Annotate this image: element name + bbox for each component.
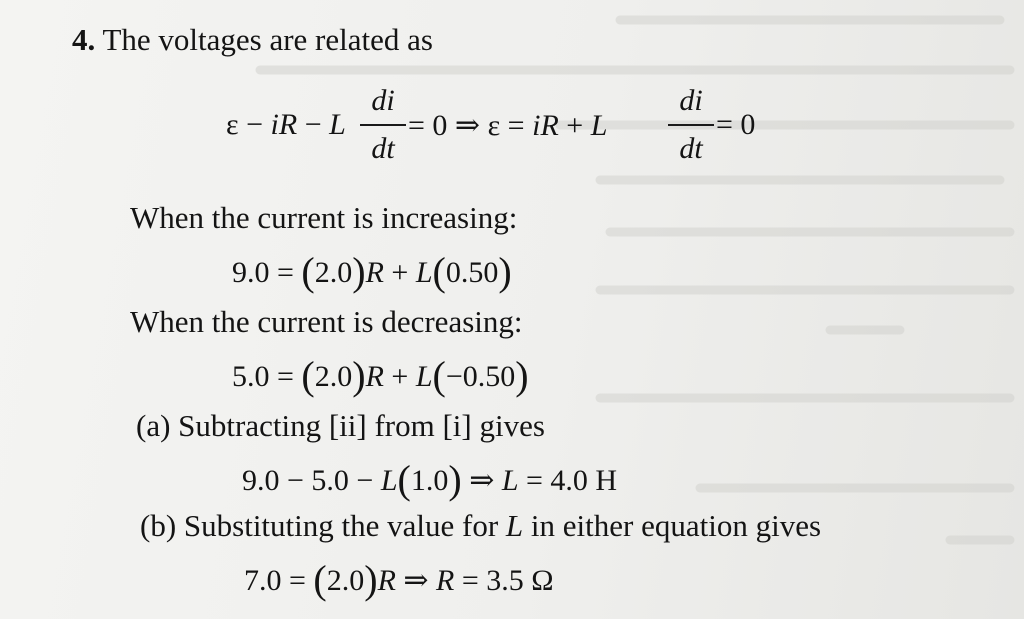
problem-number: 4.	[72, 22, 96, 57]
equation1-tail: = 0	[716, 108, 756, 141]
increasing-label: When the current is increasing:	[130, 200, 518, 235]
increasing-equation: 9.0 = (2.0)R + L(0.50)	[232, 249, 512, 294]
equation1-left: ε − iR − L	[226, 108, 346, 141]
fraction-denominator-dt: dt	[371, 132, 395, 165]
part-b-equation: 7.0 = (2.0)R ⇒ R = 3.5 Ω	[244, 557, 554, 602]
equation1-right: = 0 ⇒ ε = iR + L	[408, 109, 608, 142]
problem-heading	[72, 22, 433, 58]
fraction-denominator-dt-2: dt	[679, 132, 703, 165]
decreasing-equation: 5.0 = (2.0)R + L(−0.50)	[232, 353, 529, 398]
part-a-equation: 9.0 − 5.0 − L(1.0) ⇒ L = 4.0 H	[242, 457, 618, 502]
decreasing-label: When the current is decreasing:	[130, 304, 523, 339]
part-a-label: (a) Subtracting [ii] from [i] gives	[136, 408, 545, 443]
fraction-numerator-di-2: di	[679, 84, 703, 117]
fraction-bar-2	[668, 124, 714, 126]
fraction-bar	[360, 124, 406, 126]
fraction-numerator-di: di	[371, 84, 395, 117]
problem-intro: The voltages are related as	[102, 22, 433, 57]
part-b-label: (b) Substituting the value for L in either equation gives	[140, 508, 822, 543]
